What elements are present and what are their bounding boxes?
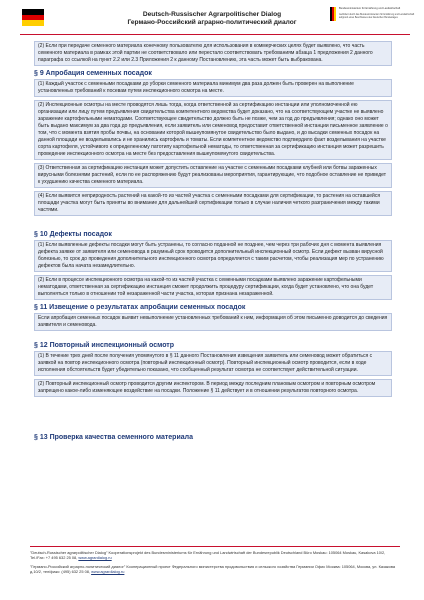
section-heading-10: § 10 Дефекты посадок bbox=[34, 231, 112, 238]
section-heading-12: § 12 Повторный инспекционный осмотр bbox=[34, 342, 175, 349]
header-title-de: Deutsch-Russischer Agrarpolitischer Dialog bbox=[142, 11, 282, 18]
paragraph-box: (1) Каждый участок с семенными посадками до уборки семенного материала минимум два раза должен быть проверен на выполнение установленных требований к посевам путем инспекционного осмотра на месте. bbox=[34, 79, 392, 97]
footer-divider bbox=[30, 546, 400, 547]
page-header bbox=[0, 0, 424, 38]
footer-link-de[interactable]: www.agrardialog.ru bbox=[78, 554, 112, 560]
ministry-logo-text bbox=[339, 7, 417, 20]
document-body bbox=[34, 41, 392, 443]
paragraph-box: (2) Повторный инспекционный осмотр проводится другим инспектором. В период между последним плановым осмотром и повторным осмотром запрещено какое-либо изменяющее воздействие на посадки. Положение § 11 действует и в отношении результатов повторного осмотра. bbox=[34, 379, 392, 397]
ministry-funding-note: Gefördert durch das Bundesministerium für Ernährung und Landwirtschaft aufgrund eines Beschlusses des Deutschen Bundestages bbox=[339, 14, 415, 19]
section-heading-9: § 9 Апробация семенных посадок bbox=[34, 70, 152, 77]
footer-line-ru: "Германо-Российский аграрно-политический диалог" Кооперационный проект Федерального министерства продовольствия и сельского хозяйства Германии Офис Москва: 105064, Москва, ул. Казакова д.10/2, тел/факс: (495) 632 25 08, www.agrardialog.ru bbox=[30, 563, 396, 574]
page-footer bbox=[30, 546, 400, 579]
paragraph-box: (3) Ответственная за сертификацию инстанция может допустить оставление на участке с семенными посадками клубней или ботвы зараженных вирусными болезнями растений, если по ее распоряжению будут реализованы мероприятия, гарантирующие, что подобное оставление не приведет к ухудшению качества семенного материала. bbox=[34, 163, 392, 188]
section-heading-11: § 11 Извещение о результатах апробации семенных посадок bbox=[34, 304, 246, 311]
paragraph-box: (2) Если при передаче семенного материала конечному пользователю для использования в коммерческих целях будет выявлено, что часть семенного материала в рамках этой партии не соответствовало или перестало соответствовать требованиям абзаца 1 предложения 2 данного параграфа со ссылкой на пункт 2.2 или 2.3 Приложения 2 к данному Постановлению, эта часть может быть выбракована. bbox=[34, 41, 392, 66]
paragraph-box: (2) Инспекционные осмотры на месте проводятся лишь тогда, когда ответственной за сертификацию инстанции или уполномоченной ею организации или лицу путем предъявления свидетельства компетентного ведомства будет доказано, что на соответствующем участке не выявлено заражение картофельными нематодами. Соответствующее свидетельство должно быть не позже, чем за год до предъявления; однако оно может быть выдано максимум за два года до предъявления, если заявитель или семеновод предоставит ответственной инстанции письменное заявление о том, что с момента взятия пробы почвы, на основании которой вышеупомянутое свидетельство было выдано, и до высадки семенных посадок на данной площади не возделывались и не хранились картофель и томаты. Если компетентное ведомство подтвердило факт возделывания на участке сорта картофеля, устойчивого к определенному патотипу картофельной нематоды, то ответственная за сертификацию инстанция может разрешить проведение инспекционного осмотра на месте без предоставления вышеупомянутого свидетельства. bbox=[34, 100, 392, 160]
paragraph-box: (1) В течение трех дней после получения упомянутого в § 11 данного Постановления извещения заявитель или семеновод может обратиться с заявкой на повтор инспекционного осмотра (повторный инспекционный осмотр). Повторный инспекционный осмотр проводится, если в ходе исполнения обстоятельств будет убедительно показано, что сообщенный результат осмотра не соответствует действительной ситуации. bbox=[34, 351, 392, 376]
section-heading-13: § 13 Проверка качества семенного материала bbox=[34, 434, 193, 441]
footer-link-ru[interactable]: www.agrardialog.ru bbox=[91, 568, 125, 574]
ministry-name: Bundesministerium für Ernährung und Landwirtschaft bbox=[339, 7, 401, 10]
header-divider bbox=[20, 34, 410, 35]
federal-eagle-icon bbox=[330, 7, 336, 21]
footer-line-de: "Deutsch-Russischer agrarpolitischer Dialog" Kooperationsprojekt des Bundesministeriums für Ernährung und Landwirtschaft der Bundesrepublik Deutschland Büro Moskau: 105064 Moskau, Kasakova 10/2, Tel./Fax: +7 495 632 25 08, www.agrardialog.ru bbox=[30, 550, 386, 560]
paragraph-box: (4) Если выявится неприродность растений на какой-то из частей участка с семенными посадками для сертификации, то растения на оставшейся площади участка могут быть приняты во внимание для дальнейшей сертификации только в случае наличия четкого разграничения между такими частями. bbox=[34, 191, 392, 216]
paragraph-box: Если апробация семенных посадок выявит невыполнение установленных требований к ним, информация об этом письменно доводится до сведения заявителя и семеновода. bbox=[34, 313, 392, 331]
paragraph-box: (2) Если в процессе инспекционного осмотра на какой-то из частей участка с семенными посадками выявлено заражение картофельными нематодами, ответственная за сертификацию инстанция сможет продолжить процедуру сертификации, когда будет установлено, что она будет выполняться только в отношении той незараженной части участка, которая признана незараженной. bbox=[34, 275, 392, 300]
header-title-ru: Германо-Российский аграрно-политический диалог bbox=[127, 19, 297, 26]
paragraph-box: (1) Если выявленные дефекты посадки могут быть устранены, то согласно поданной не позднее, чем через три рабочих дня с момента выявления дефекта заявке от заявителя или семеновода в разумный срок проводится дополнительный инспекционный осмотр. Если дефект вызван вирусной болезнью, то срок до проведения дополнительного инспекционного осмотра определяется с таким расчетом, чтобы реализация мер по устранению дефектов была начата незамедлительно. bbox=[34, 240, 392, 272]
